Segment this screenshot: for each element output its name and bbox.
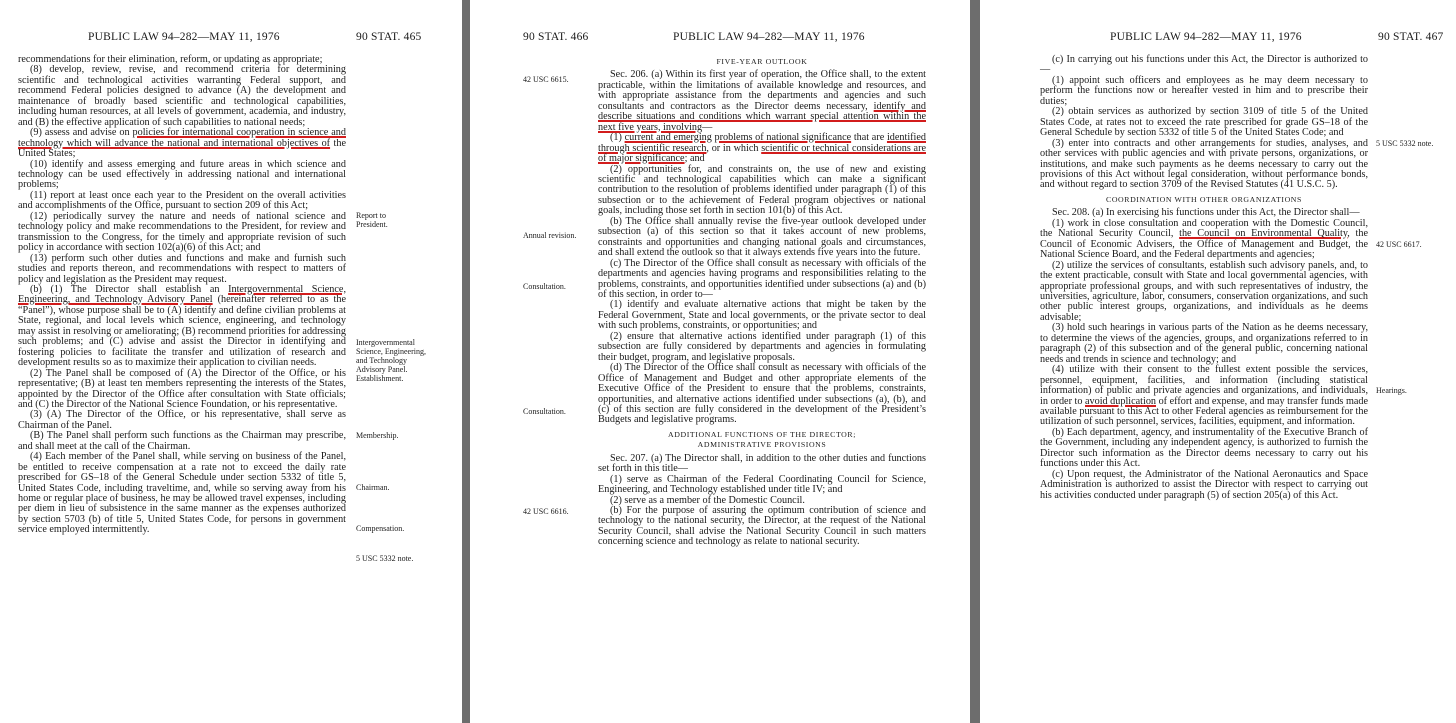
margin-note: Annual revision. bbox=[523, 231, 577, 240]
paragraph: (c) In carrying out his functions under this Act, the Director is authorized to— bbox=[1040, 54, 1368, 76]
highlighted-text: the Council on Environmental Quality bbox=[1179, 228, 1348, 240]
paragraph: (2) serve as a member of the Domestic Council. bbox=[610, 494, 805, 506]
section-heading: ADMINISTRATIVE PROVISIONS bbox=[697, 440, 827, 450]
paragraph: (1) identify and evaluate alternative actions that might be taken by the Federal Government, State and local governments, or the private sector to deal with such problems, constraints, or opportunities; and bbox=[598, 299, 926, 332]
page-body bbox=[1040, 55, 1368, 501]
paragraph: (d) The Director of the Office shall consult as necessary with officials of the Office of Management and Budget and other appropriate elements of the Executive Office of the President to ensure that the problems, constraints, opportunities, and alternative actions identified under subsections (a), (b), and (c) of this section are fully considered in the development of the President’s Budgets and legislative programs. bbox=[598, 362, 926, 426]
page-467 bbox=[980, 0, 1456, 723]
page-number: 90 STAT. 465 bbox=[356, 31, 422, 43]
paragraph: (1) serve as Chairman of the Federal Coordinating Council for Science, Engineering, and Technology established under title IV; and bbox=[598, 473, 926, 496]
paragraph: (3) hold such hearings in various parts of the Nation as he deems necessary, to determine the views of the agencies, groups, and organizations referred to in paragraph (2) of this subsection and of the general public, concerning national needs and trends in science and technology; and bbox=[1040, 322, 1368, 365]
margin-note: 42 USC 6615. bbox=[523, 75, 569, 84]
page-466 bbox=[470, 0, 970, 723]
paragraph: Sec. 208. (a) In exercising his functions under this Act, the Director shall— bbox=[1052, 207, 1360, 219]
margin-note: Compensation. bbox=[356, 524, 405, 533]
margin-note: 42 USC 6616. bbox=[523, 507, 569, 516]
section-206: Sec. 206. (a) Within its first year of operation, the Office shall, to the extent practicable, within the limitations of available knowledge and resources, and with appropriate assistance from the departments and agencies and such consultants and contractors as the Director deems necessary, identify and describe situations and conditions which warrant special attention within the next five years, involving— bbox=[598, 69, 926, 133]
margin-note: 5 USC 5332 note. bbox=[356, 554, 414, 563]
paragraph: (3) (A) The Director of the Office, or his representative, shall serve as Chairman of the Panel. bbox=[18, 409, 346, 431]
page-header-title: PUBLIC LAW 94–282—MAY 11, 1976 bbox=[673, 31, 865, 43]
margin-note: 42 USC 6617. bbox=[1376, 240, 1422, 249]
paragraph: (1) appoint such officers and employees as he may deem necessary to perform the functions now or hereafter vested in him and to prescribe their duties; bbox=[1040, 74, 1368, 107]
paragraph-9: (9) assess and advise on policies for international cooperation in science and technology which will advance the national and international objectives of the United States; bbox=[18, 127, 347, 160]
page-body bbox=[18, 55, 346, 536]
page-465 bbox=[0, 0, 462, 723]
margin-note: Membership. bbox=[356, 431, 399, 440]
highlighted-text: avoid duplication bbox=[1085, 395, 1157, 407]
page-number: 90 STAT. 467 bbox=[1378, 31, 1444, 43]
margin-note: Report to President. bbox=[356, 211, 388, 229]
margin-note: Hearings. bbox=[1376, 386, 1407, 395]
highlighted-text: identified through scientific research bbox=[598, 132, 926, 154]
paragraph: (12) periodically survey the nature and needs of national science and technology policy and make recommendations to the President, for review and transmission to the Congress, for the timely and appropriate revision of such policy in accordance with section 102(a)(6) of this Act; and bbox=[18, 210, 346, 254]
paragraph: (2) utilize the services of consultants, establish such advisory panels, and, to the extent practicable, consult with State and local governmental agencies, with appropriate professional groups, and with such representatives of industry, the universities, agriculture, labor, consumers, conservation organizations, and such other public interest groups, organizations, and individuals as he deems advisable; bbox=[1040, 259, 1368, 323]
section-heading: ADDITIONAL FUNCTIONS OF THE DIRECTOR; bbox=[668, 429, 856, 439]
page-number: 90 STAT. 466 bbox=[523, 31, 589, 43]
paragraph: (8) develop, review, revise, and recommend criteria for determining scientific and technological activities warranting Federal support, and recommend Federal policies designed to advance (A) the development and maintenance of broadly based scientific and technological capabilities, including human resources, at all levels of government, academia, and industry, and (B) the effective application of such capabilities to national needs; bbox=[18, 64, 346, 128]
section-heading: FIVE-YEAR OUTLOOK bbox=[716, 57, 808, 66]
highlighted-text: current and emerging problems of national significance bbox=[624, 132, 852, 144]
margin-note: Chairman. bbox=[356, 483, 390, 492]
paragraph: (b) The Office shall annually revise the five-year outlook developed under subsection (a) of this section so that it takes account of new problems, constraints and opportunities and changing national goals and circumstances, and shall extend the outlook so that it always extends five years into the future. bbox=[598, 215, 926, 259]
paragraph: (c) The Director of the Office shall consult as necessary with officials of the departments and agencies having programs and responsibilities relating to the problems, constraints, and opportunities identified under subsections (a) and (b) of this section, in order to— bbox=[598, 257, 926, 300]
paragraph: (b) For the purpose of assuring the optimum contribution of science and technology to the national security, the Director, at the request of the National Security Council, shall advise the National Security Council in such matters concerning science and technology as relate to national security. bbox=[598, 505, 926, 548]
paragraph: (3) enter into contracts and other arrangements for studies, analyses, and other services with public agencies and with private persons, organizations, or institutions, and make such payments as he deems necessary to carry out the provisions of this Act without legal consideration, without performance bonds, and without regard to section 3709 of the Revised Statutes (41 U.S.C. 5). bbox=[1040, 137, 1368, 191]
margin-note: Consultation. bbox=[523, 407, 566, 416]
margin-note: 5 USC 5332 note. bbox=[1376, 139, 1434, 148]
paragraph: (c) Upon request, the Administrator of the National Aeronautics and Space Administration is authorized to assist the Director with respect to carrying out his activities conducted under paragraph (5) of section 205(a) of this Act. bbox=[1040, 468, 1368, 501]
paragraph: recommendations for their elimination, reform, or updating as appropriate; bbox=[18, 54, 323, 65]
section-heading: COORDINATION WITH OTHER ORGANIZATIONS bbox=[1106, 194, 1302, 204]
paragraph: (13) perform such other duties and functions and make and furnish such studies and reports thereon, and recommendations with respect to matters of policy and legislation as the President may request. bbox=[18, 252, 346, 285]
highlighted-text: scientific or technical considerations are of major significance bbox=[598, 142, 926, 165]
highlighted-text: Intergovernmental Science, Engineering, and Technology Advisory Panel bbox=[18, 283, 346, 306]
paragraph-b1: (b) (1) The Director shall establish an Intergovernmental Science, Engineering, and Technology Advisory Panel (hereinafter referred to as the “Panel”), whose purpose shall be to (A) identify and define civilian problems at State, regional, and local levels which science, engineering, and technology may assist in resolving or ameliorating; (B) recommend priorities for addressing such problems; and (C) advise and assist the Director in identifying and fostering policies to facilitate the transfer and utilization of research and development results so as to maximize their application to civilian needs. bbox=[18, 283, 346, 369]
page-header-title: PUBLIC LAW 94–282—MAY 11, 1976 bbox=[1110, 31, 1302, 43]
page-header-title: PUBLIC LAW 94–282—MAY 11, 1976 bbox=[88, 31, 280, 43]
margin-note: Intergovernmental Science, Engineering, and Technology Advisory Panel. Establishment. bbox=[356, 338, 426, 383]
paragraph-c4: (4) utilize with their consent to the fullest extent possible the services, personnel, equipment, facilities, and information (including statistical information) of public and private agencies and organizations, and individuals, in order to avoid duplication of effort and expense, and may transfer funds made available pursuant to this Act to other Federal agencies as reimbursement for the utilization of such personnel, services, facilities, equipment, and information. bbox=[1040, 364, 1368, 428]
page-body bbox=[598, 55, 926, 548]
margin-note: Consultation. bbox=[523, 282, 566, 291]
paragraph: (2) obtain services as authorized by section 3109 of title 5 of the United States Code, at rates not to exceed the rate prescribed for grade GS–18 of the General Schedule by section 5332 of title 5 of the United States Code; and bbox=[1040, 106, 1368, 139]
paragraph: (2) opportunities for, and constraints on, the use of new and existing scientific and technological capabilities which can make a significant contribution to the resolution of problems identified under paragraph (1) of this subsection or to the achievement of Federal program objectives or national goals, including those set forth in section 101(b) of this Act. bbox=[598, 163, 926, 217]
paragraph: (2) The Panel shall be composed of (A) the Director of the Office, or his representative; (B) at least ten members representing the interests of the States, appointed by the Director of the Office after consultation with State officials; and (C) the Director of the National Science Foundation, or his representative. bbox=[18, 367, 346, 410]
paragraph: (11) report at least once each year to the President on the overall activities and accomplishments of the Office, pursuant to section 209 of this Act; bbox=[18, 189, 346, 212]
paragraph: (4) Each member of the Panel shall, while serving on business of the Panel, be entitled to receive compensation at a rate not to exceed the daily rate prescribed for GS–18 of the General Schedule under section 5332 of title 5, United States Code, including traveltime, and, while so serving away from his home or regular place of business, he may be allowed travel expenses, including per diem in lieu of subsistence in the same manner as the expenses authorized by section 5703 (b) of title 5, United States Code, for persons in government service employed intermittently. bbox=[18, 451, 346, 536]
highlighted-text: identify and describe situations and conditions which warrant special attention within the next five years, involving bbox=[598, 100, 926, 133]
paragraph: (10) identify and assess emerging and future areas in which science and technology can be used effectively in addressing national and international problems; bbox=[18, 158, 346, 191]
paragraph-c1: (1) work in close consultation and cooperation with the Domestic Council, the National Security Council, the Council on Environmental Quality, the Council of Economic Advisers, the Office of Management and Budget, the National Science Board, and the Federal departments and agencies; bbox=[1040, 217, 1368, 261]
paragraph: (2) ensure that alternative actions identified under paragraph (1) of this subsection are fully considered by departments and agencies in formulating their budget, program, and legislative proposals. bbox=[598, 330, 926, 363]
paragraph: (b) Each department, agency, and instrumentality of the Executive Branch of the Government, including any independent agency, is authorized to furnish the Director such information as the Director deems necessary to carry out his functions under this Act. bbox=[1040, 426, 1368, 470]
paragraph: Sec. 207. (a) The Director shall, in addition to the other duties and functions set forth in this title— bbox=[598, 452, 926, 475]
paragraph: (B) The Panel shall perform such functions as the Chairman may prescribe, and shall meet at the call of the Chairman. bbox=[18, 430, 346, 452]
highlighted-text: policies for international cooperation in science and technology which will advance the national and international objectives of bbox=[18, 127, 346, 149]
paragraph-a1: (1) current and emerging problems of national significance that are identified through scientific research, or in which scientific or technical considerations are of major significance; and bbox=[598, 132, 926, 165]
